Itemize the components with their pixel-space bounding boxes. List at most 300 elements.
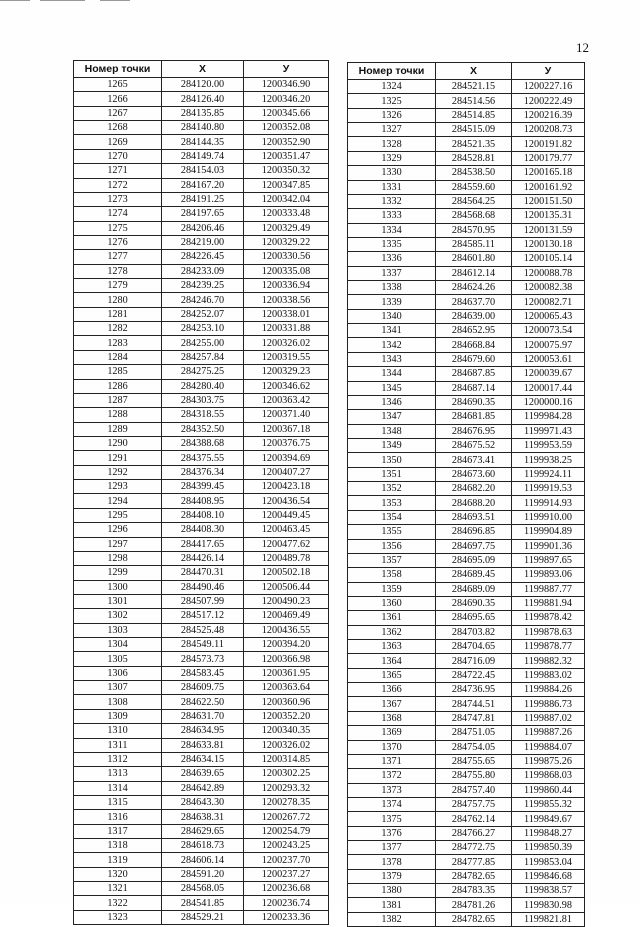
table-row bbox=[74, 322, 329, 336]
table-row bbox=[74, 451, 329, 465]
x-coordinate-cell: 284695.65 bbox=[436, 611, 512, 625]
point-number-cell: 1313 bbox=[74, 767, 162, 781]
table-row bbox=[348, 596, 585, 610]
point-number-cell: 1272 bbox=[74, 178, 162, 192]
y-coordinate-cell: 1199830.98 bbox=[512, 898, 585, 912]
y-coordinate-cell: 1200329.23 bbox=[244, 365, 329, 379]
x-coordinate-cell: 284697.75 bbox=[436, 539, 512, 553]
y-coordinate-cell: 1200376.75 bbox=[244, 436, 329, 450]
table-row bbox=[348, 582, 585, 596]
table-row bbox=[348, 151, 585, 165]
x-coordinate-cell: 284631.70 bbox=[162, 709, 244, 723]
x-coordinate-cell: 284704.65 bbox=[436, 640, 512, 654]
point-number-cell: 1275 bbox=[74, 221, 162, 235]
y-coordinate-cell: 1200039.67 bbox=[512, 367, 585, 381]
point-number-cell: 1372 bbox=[348, 769, 436, 783]
table-row bbox=[348, 137, 585, 151]
table-row bbox=[74, 566, 329, 580]
point-number-cell: 1292 bbox=[74, 465, 162, 479]
y-coordinate-cell: 1200338.01 bbox=[244, 307, 329, 321]
point-number-cell: 1309 bbox=[74, 709, 162, 723]
point-number-cell: 1366 bbox=[348, 683, 436, 697]
point-number-cell: 1303 bbox=[74, 623, 162, 637]
table-row bbox=[348, 266, 585, 280]
y-coordinate-cell: 1199919.53 bbox=[512, 482, 585, 496]
point-number-cell: 1329 bbox=[348, 151, 436, 165]
header-point-number: Номер точки bbox=[74, 61, 162, 78]
table-row bbox=[74, 250, 329, 264]
header-x: X bbox=[162, 61, 244, 78]
y-coordinate-cell: 1200336.94 bbox=[244, 279, 329, 293]
table-row bbox=[74, 293, 329, 307]
point-number-cell: 1373 bbox=[348, 783, 436, 797]
table-row bbox=[74, 436, 329, 450]
table-row bbox=[74, 882, 329, 896]
x-coordinate-cell: 284762.14 bbox=[436, 812, 512, 826]
point-number-cell: 1347 bbox=[348, 410, 436, 424]
table-row bbox=[74, 551, 329, 565]
x-coordinate-cell: 284690.35 bbox=[436, 596, 512, 610]
point-number-cell: 1278 bbox=[74, 264, 162, 278]
y-coordinate-cell: 1200346.90 bbox=[244, 78, 329, 92]
x-coordinate-cell: 284126.40 bbox=[162, 92, 244, 106]
point-number-cell: 1367 bbox=[348, 697, 436, 711]
table-row bbox=[348, 898, 585, 912]
x-coordinate-cell: 284233.09 bbox=[162, 264, 244, 278]
y-coordinate-cell: 1200352.90 bbox=[244, 135, 329, 149]
point-number-cell: 1326 bbox=[348, 108, 436, 122]
x-coordinate-cell: 284149.74 bbox=[162, 149, 244, 163]
point-number-cell: 1285 bbox=[74, 365, 162, 379]
point-number-cell: 1323 bbox=[74, 910, 162, 924]
y-coordinate-cell: 1200347.85 bbox=[244, 178, 329, 192]
table-header-row bbox=[348, 63, 585, 80]
table-row bbox=[348, 654, 585, 668]
table-row bbox=[74, 508, 329, 522]
y-coordinate-cell: 1199881.94 bbox=[512, 596, 585, 610]
y-coordinate-cell: 1200329.49 bbox=[244, 221, 329, 235]
x-coordinate-cell: 284528.81 bbox=[436, 151, 512, 165]
y-coordinate-cell: 1199846.68 bbox=[512, 869, 585, 883]
x-coordinate-cell: 284777.85 bbox=[436, 855, 512, 869]
x-coordinate-cell: 284570.95 bbox=[436, 223, 512, 237]
x-coordinate-cell: 284549.11 bbox=[162, 638, 244, 652]
y-coordinate-cell: 1200352.20 bbox=[244, 709, 329, 723]
y-coordinate-cell: 1199884.26 bbox=[512, 683, 585, 697]
table-row bbox=[74, 839, 329, 853]
y-coordinate-cell: 1200082.71 bbox=[512, 295, 585, 309]
table-row bbox=[348, 237, 585, 251]
point-number-cell: 1378 bbox=[348, 855, 436, 869]
x-coordinate-cell: 284783.35 bbox=[436, 884, 512, 898]
page-number: 12 bbox=[576, 40, 589, 55]
point-number-cell: 1368 bbox=[348, 711, 436, 725]
y-coordinate-cell: 1199860.44 bbox=[512, 783, 585, 797]
x-coordinate-cell: 284525.48 bbox=[162, 623, 244, 637]
y-coordinate-cell: 1199901.36 bbox=[512, 539, 585, 553]
table-row bbox=[348, 539, 585, 553]
x-coordinate-cell: 284388.68 bbox=[162, 436, 244, 450]
x-coordinate-cell: 284564.25 bbox=[436, 194, 512, 208]
x-coordinate-cell: 284426.14 bbox=[162, 551, 244, 565]
y-coordinate-cell: 1199884.07 bbox=[512, 740, 585, 754]
point-number-cell: 1268 bbox=[74, 121, 162, 135]
table-row bbox=[348, 295, 585, 309]
x-coordinate-cell: 284690.35 bbox=[436, 395, 512, 409]
table-row bbox=[74, 422, 329, 436]
x-coordinate-cell: 284135.85 bbox=[162, 106, 244, 120]
y-coordinate-cell: 1200363.42 bbox=[244, 393, 329, 407]
x-coordinate-cell: 284629.65 bbox=[162, 824, 244, 838]
y-coordinate-cell: 1200506.44 bbox=[244, 580, 329, 594]
y-coordinate-cell: 1200338.56 bbox=[244, 293, 329, 307]
y-coordinate-cell: 1199886.73 bbox=[512, 697, 585, 711]
y-coordinate-cell: 1200331.88 bbox=[244, 322, 329, 336]
y-coordinate-cell: 1200179.77 bbox=[512, 151, 585, 165]
table-row bbox=[74, 623, 329, 637]
table-row bbox=[348, 482, 585, 496]
header-point-number: Номер точки bbox=[348, 63, 436, 80]
coordinates-table-left bbox=[73, 60, 329, 925]
x-coordinate-cell: 284782.65 bbox=[436, 912, 512, 926]
point-number-cell: 1288 bbox=[74, 408, 162, 422]
x-coordinate-cell: 284747.81 bbox=[436, 711, 512, 725]
y-coordinate-cell: 1200363.64 bbox=[244, 681, 329, 695]
table-row bbox=[348, 912, 585, 926]
point-number-cell: 1350 bbox=[348, 453, 436, 467]
point-number-cell: 1308 bbox=[74, 695, 162, 709]
y-coordinate-cell: 1199821.81 bbox=[512, 912, 585, 926]
y-coordinate-cell: 1199887.26 bbox=[512, 726, 585, 740]
x-coordinate-cell: 284514.56 bbox=[436, 94, 512, 108]
y-coordinate-cell: 1200436.54 bbox=[244, 494, 329, 508]
point-number-cell: 1279 bbox=[74, 279, 162, 293]
x-coordinate-cell: 284280.40 bbox=[162, 379, 244, 393]
point-number-cell: 1381 bbox=[348, 898, 436, 912]
y-coordinate-cell: 1200436.55 bbox=[244, 623, 329, 637]
table-row bbox=[348, 309, 585, 323]
y-coordinate-cell: 1200302.25 bbox=[244, 767, 329, 781]
point-number-cell: 1298 bbox=[74, 551, 162, 565]
y-coordinate-cell: 1200065.43 bbox=[512, 309, 585, 323]
point-number-cell: 1319 bbox=[74, 853, 162, 867]
y-coordinate-cell: 1199878.42 bbox=[512, 611, 585, 625]
table-row bbox=[74, 480, 329, 494]
x-coordinate-cell: 284757.40 bbox=[436, 783, 512, 797]
y-coordinate-cell: 1200330.56 bbox=[244, 250, 329, 264]
x-coordinate-cell: 284470.31 bbox=[162, 566, 244, 580]
x-coordinate-cell: 284591.20 bbox=[162, 867, 244, 881]
scan-artifact-line bbox=[40, 0, 85, 1]
table-row bbox=[74, 106, 329, 120]
x-coordinate-cell: 284303.75 bbox=[162, 393, 244, 407]
table-row bbox=[74, 365, 329, 379]
y-coordinate-cell: 1199868.03 bbox=[512, 769, 585, 783]
x-coordinate-cell: 284673.41 bbox=[436, 453, 512, 467]
point-number-cell: 1331 bbox=[348, 180, 436, 194]
table-row bbox=[74, 408, 329, 422]
table-row bbox=[348, 826, 585, 840]
point-number-cell: 1321 bbox=[74, 882, 162, 896]
y-coordinate-cell: 1200243.25 bbox=[244, 839, 329, 853]
x-coordinate-cell: 284601.80 bbox=[436, 252, 512, 266]
y-coordinate-cell: 1200151.50 bbox=[512, 194, 585, 208]
x-coordinate-cell: 284687.85 bbox=[436, 367, 512, 381]
table-row bbox=[348, 568, 585, 582]
table-row bbox=[348, 869, 585, 883]
x-coordinate-cell: 284568.05 bbox=[162, 882, 244, 896]
x-coordinate-cell: 284736.95 bbox=[436, 683, 512, 697]
table-row bbox=[74, 681, 329, 695]
table-row bbox=[74, 795, 329, 809]
table-row bbox=[74, 666, 329, 680]
point-number-cell: 1337 bbox=[348, 266, 436, 280]
x-coordinate-cell: 284568.68 bbox=[436, 209, 512, 223]
point-number-cell: 1295 bbox=[74, 508, 162, 522]
y-coordinate-cell: 1200469.49 bbox=[244, 609, 329, 623]
table-row bbox=[74, 724, 329, 738]
table-row bbox=[348, 855, 585, 869]
x-coordinate-cell: 284538.50 bbox=[436, 166, 512, 180]
x-coordinate-cell: 284206.46 bbox=[162, 221, 244, 235]
point-number-cell: 1296 bbox=[74, 523, 162, 537]
x-coordinate-cell: 284275.25 bbox=[162, 365, 244, 379]
point-number-cell: 1353 bbox=[348, 496, 436, 510]
y-coordinate-cell: 1199953.59 bbox=[512, 438, 585, 452]
point-number-cell: 1267 bbox=[74, 106, 162, 120]
x-coordinate-cell: 284399.45 bbox=[162, 480, 244, 494]
point-number-cell: 1315 bbox=[74, 795, 162, 809]
x-coordinate-cell: 284375.55 bbox=[162, 451, 244, 465]
x-coordinate-cell: 284634.95 bbox=[162, 724, 244, 738]
x-coordinate-cell: 284693.51 bbox=[436, 510, 512, 524]
table-row bbox=[74, 336, 329, 350]
table-row bbox=[348, 123, 585, 137]
y-coordinate-cell: 1200326.02 bbox=[244, 336, 329, 350]
y-coordinate-cell: 1200326.02 bbox=[244, 738, 329, 752]
x-coordinate-cell: 284318.55 bbox=[162, 408, 244, 422]
x-coordinate-cell: 284681.85 bbox=[436, 410, 512, 424]
point-number-cell: 1330 bbox=[348, 166, 436, 180]
x-coordinate-cell: 284120.00 bbox=[162, 78, 244, 92]
point-number-cell: 1281 bbox=[74, 307, 162, 321]
y-coordinate-cell: 1200394.69 bbox=[244, 451, 329, 465]
y-coordinate-cell: 1200131.59 bbox=[512, 223, 585, 237]
y-coordinate-cell: 1200227.16 bbox=[512, 80, 585, 94]
point-number-cell: 1270 bbox=[74, 149, 162, 163]
point-number-cell: 1336 bbox=[348, 252, 436, 266]
point-number-cell: 1283 bbox=[74, 336, 162, 350]
point-number-cell: 1374 bbox=[348, 797, 436, 811]
point-number-cell: 1299 bbox=[74, 566, 162, 580]
table-row bbox=[348, 496, 585, 510]
point-number-cell: 1269 bbox=[74, 135, 162, 149]
point-number-cell: 1314 bbox=[74, 781, 162, 795]
x-coordinate-cell: 284573.73 bbox=[162, 652, 244, 666]
x-coordinate-cell: 284219.00 bbox=[162, 235, 244, 249]
table-row bbox=[74, 279, 329, 293]
point-number-cell: 1307 bbox=[74, 681, 162, 695]
y-coordinate-cell: 1200208.73 bbox=[512, 123, 585, 137]
y-coordinate-cell: 1200130.18 bbox=[512, 237, 585, 251]
x-coordinate-cell: 284253.10 bbox=[162, 322, 244, 336]
x-coordinate-cell: 284754.05 bbox=[436, 740, 512, 754]
x-coordinate-cell: 284703.82 bbox=[436, 625, 512, 639]
x-coordinate-cell: 284643.30 bbox=[162, 795, 244, 809]
y-coordinate-cell: 1200237.27 bbox=[244, 867, 329, 881]
y-coordinate-cell: 1200463.45 bbox=[244, 523, 329, 537]
x-coordinate-cell: 284722.45 bbox=[436, 668, 512, 682]
y-coordinate-cell: 1200340.35 bbox=[244, 724, 329, 738]
y-coordinate-cell: 1200361.95 bbox=[244, 666, 329, 680]
y-coordinate-cell: 1200236.74 bbox=[244, 896, 329, 910]
y-coordinate-cell: 1200394.20 bbox=[244, 638, 329, 652]
table-row bbox=[348, 783, 585, 797]
point-number-cell: 1377 bbox=[348, 841, 436, 855]
point-number-cell: 1327 bbox=[348, 123, 436, 137]
table-row bbox=[74, 810, 329, 824]
table-row bbox=[74, 709, 329, 723]
table-row bbox=[348, 726, 585, 740]
table-row bbox=[348, 352, 585, 366]
point-number-cell: 1356 bbox=[348, 539, 436, 553]
point-number-cell: 1342 bbox=[348, 338, 436, 352]
y-coordinate-cell: 1199887.77 bbox=[512, 582, 585, 596]
y-coordinate-cell: 1199914.93 bbox=[512, 496, 585, 510]
x-coordinate-cell: 284679.60 bbox=[436, 352, 512, 366]
y-coordinate-cell: 1199971.43 bbox=[512, 424, 585, 438]
table-row bbox=[74, 695, 329, 709]
table-row bbox=[348, 438, 585, 452]
x-coordinate-cell: 284638.31 bbox=[162, 810, 244, 824]
point-number-cell: 1265 bbox=[74, 78, 162, 92]
table-row bbox=[74, 824, 329, 838]
table-row bbox=[348, 338, 585, 352]
table-row bbox=[348, 209, 585, 223]
table-row bbox=[74, 767, 329, 781]
y-coordinate-cell: 1200367.18 bbox=[244, 422, 329, 436]
x-coordinate-cell: 284688.20 bbox=[436, 496, 512, 510]
table-row bbox=[348, 697, 585, 711]
point-number-cell: 1355 bbox=[348, 525, 436, 539]
table-row bbox=[348, 180, 585, 194]
x-coordinate-cell: 284514.85 bbox=[436, 108, 512, 122]
y-coordinate-cell: 1199878.77 bbox=[512, 640, 585, 654]
table-row bbox=[348, 841, 585, 855]
y-coordinate-cell: 1200236.68 bbox=[244, 882, 329, 896]
x-coordinate-cell: 284507.99 bbox=[162, 594, 244, 608]
x-coordinate-cell: 284257.84 bbox=[162, 350, 244, 364]
table-row bbox=[74, 379, 329, 393]
point-number-cell: 1371 bbox=[348, 754, 436, 768]
y-coordinate-cell: 1200222.49 bbox=[512, 94, 585, 108]
x-coordinate-cell: 284408.95 bbox=[162, 494, 244, 508]
y-coordinate-cell: 1200000.16 bbox=[512, 395, 585, 409]
y-coordinate-cell: 1200407.27 bbox=[244, 465, 329, 479]
x-coordinate-cell: 284609.75 bbox=[162, 681, 244, 695]
y-coordinate-cell: 1200490.23 bbox=[244, 594, 329, 608]
point-number-cell: 1266 bbox=[74, 92, 162, 106]
point-number-cell: 1338 bbox=[348, 281, 436, 295]
point-number-cell: 1277 bbox=[74, 250, 162, 264]
point-number-cell: 1316 bbox=[74, 810, 162, 824]
x-coordinate-cell: 284639.65 bbox=[162, 767, 244, 781]
point-number-cell: 1351 bbox=[348, 467, 436, 481]
point-number-cell: 1339 bbox=[348, 295, 436, 309]
y-coordinate-cell: 1200502.18 bbox=[244, 566, 329, 580]
table-row bbox=[74, 594, 329, 608]
table-row bbox=[348, 381, 585, 395]
table-row bbox=[348, 711, 585, 725]
table-row bbox=[74, 164, 329, 178]
point-number-cell: 1364 bbox=[348, 654, 436, 668]
y-coordinate-cell: 1199938.25 bbox=[512, 453, 585, 467]
x-coordinate-cell: 284687.14 bbox=[436, 381, 512, 395]
point-number-cell: 1333 bbox=[348, 209, 436, 223]
x-coordinate-cell: 284781.26 bbox=[436, 898, 512, 912]
point-number-cell: 1344 bbox=[348, 367, 436, 381]
y-coordinate-cell: 1200346.62 bbox=[244, 379, 329, 393]
y-coordinate-cell: 1200351.47 bbox=[244, 149, 329, 163]
table-row bbox=[74, 350, 329, 364]
x-coordinate-cell: 284639.00 bbox=[436, 309, 512, 323]
table-row bbox=[348, 683, 585, 697]
y-coordinate-cell: 1200088.78 bbox=[512, 266, 585, 280]
point-number-cell: 1318 bbox=[74, 839, 162, 853]
x-coordinate-cell: 284675.52 bbox=[436, 438, 512, 452]
y-coordinate-cell: 1200254.79 bbox=[244, 824, 329, 838]
x-coordinate-cell: 284167.20 bbox=[162, 178, 244, 192]
point-number-cell: 1328 bbox=[348, 137, 436, 151]
point-number-cell: 1282 bbox=[74, 322, 162, 336]
table-row bbox=[348, 510, 585, 524]
y-coordinate-cell: 1200053.61 bbox=[512, 352, 585, 366]
x-coordinate-cell: 284634.15 bbox=[162, 752, 244, 766]
table-row bbox=[74, 752, 329, 766]
point-number-cell: 1341 bbox=[348, 324, 436, 338]
point-number-cell: 1362 bbox=[348, 625, 436, 639]
table-row bbox=[348, 740, 585, 754]
x-coordinate-cell: 284191.25 bbox=[162, 192, 244, 206]
x-coordinate-cell: 284695.09 bbox=[436, 553, 512, 567]
table-row bbox=[74, 896, 329, 910]
table-row bbox=[348, 640, 585, 654]
x-coordinate-cell: 284744.51 bbox=[436, 697, 512, 711]
table-row bbox=[74, 178, 329, 192]
x-coordinate-cell: 284689.09 bbox=[436, 582, 512, 596]
y-coordinate-cell: 1200329.22 bbox=[244, 235, 329, 249]
x-coordinate-cell: 284682.20 bbox=[436, 482, 512, 496]
table-row bbox=[74, 910, 329, 924]
point-number-cell: 1352 bbox=[348, 482, 436, 496]
x-coordinate-cell: 284408.30 bbox=[162, 523, 244, 537]
y-coordinate-cell: 1199848.27 bbox=[512, 826, 585, 840]
y-coordinate-cell: 1200366.98 bbox=[244, 652, 329, 666]
y-coordinate-cell: 1200165.18 bbox=[512, 166, 585, 180]
point-number-cell: 1380 bbox=[348, 884, 436, 898]
y-coordinate-cell: 1199850.39 bbox=[512, 841, 585, 855]
table-row bbox=[348, 467, 585, 481]
point-number-cell: 1340 bbox=[348, 309, 436, 323]
y-coordinate-cell: 1200352.08 bbox=[244, 121, 329, 135]
point-number-cell: 1346 bbox=[348, 395, 436, 409]
x-coordinate-cell: 284652.95 bbox=[436, 324, 512, 338]
point-number-cell: 1312 bbox=[74, 752, 162, 766]
table-row bbox=[348, 769, 585, 783]
table-row bbox=[74, 465, 329, 479]
table-row bbox=[348, 367, 585, 381]
table-row bbox=[74, 652, 329, 666]
